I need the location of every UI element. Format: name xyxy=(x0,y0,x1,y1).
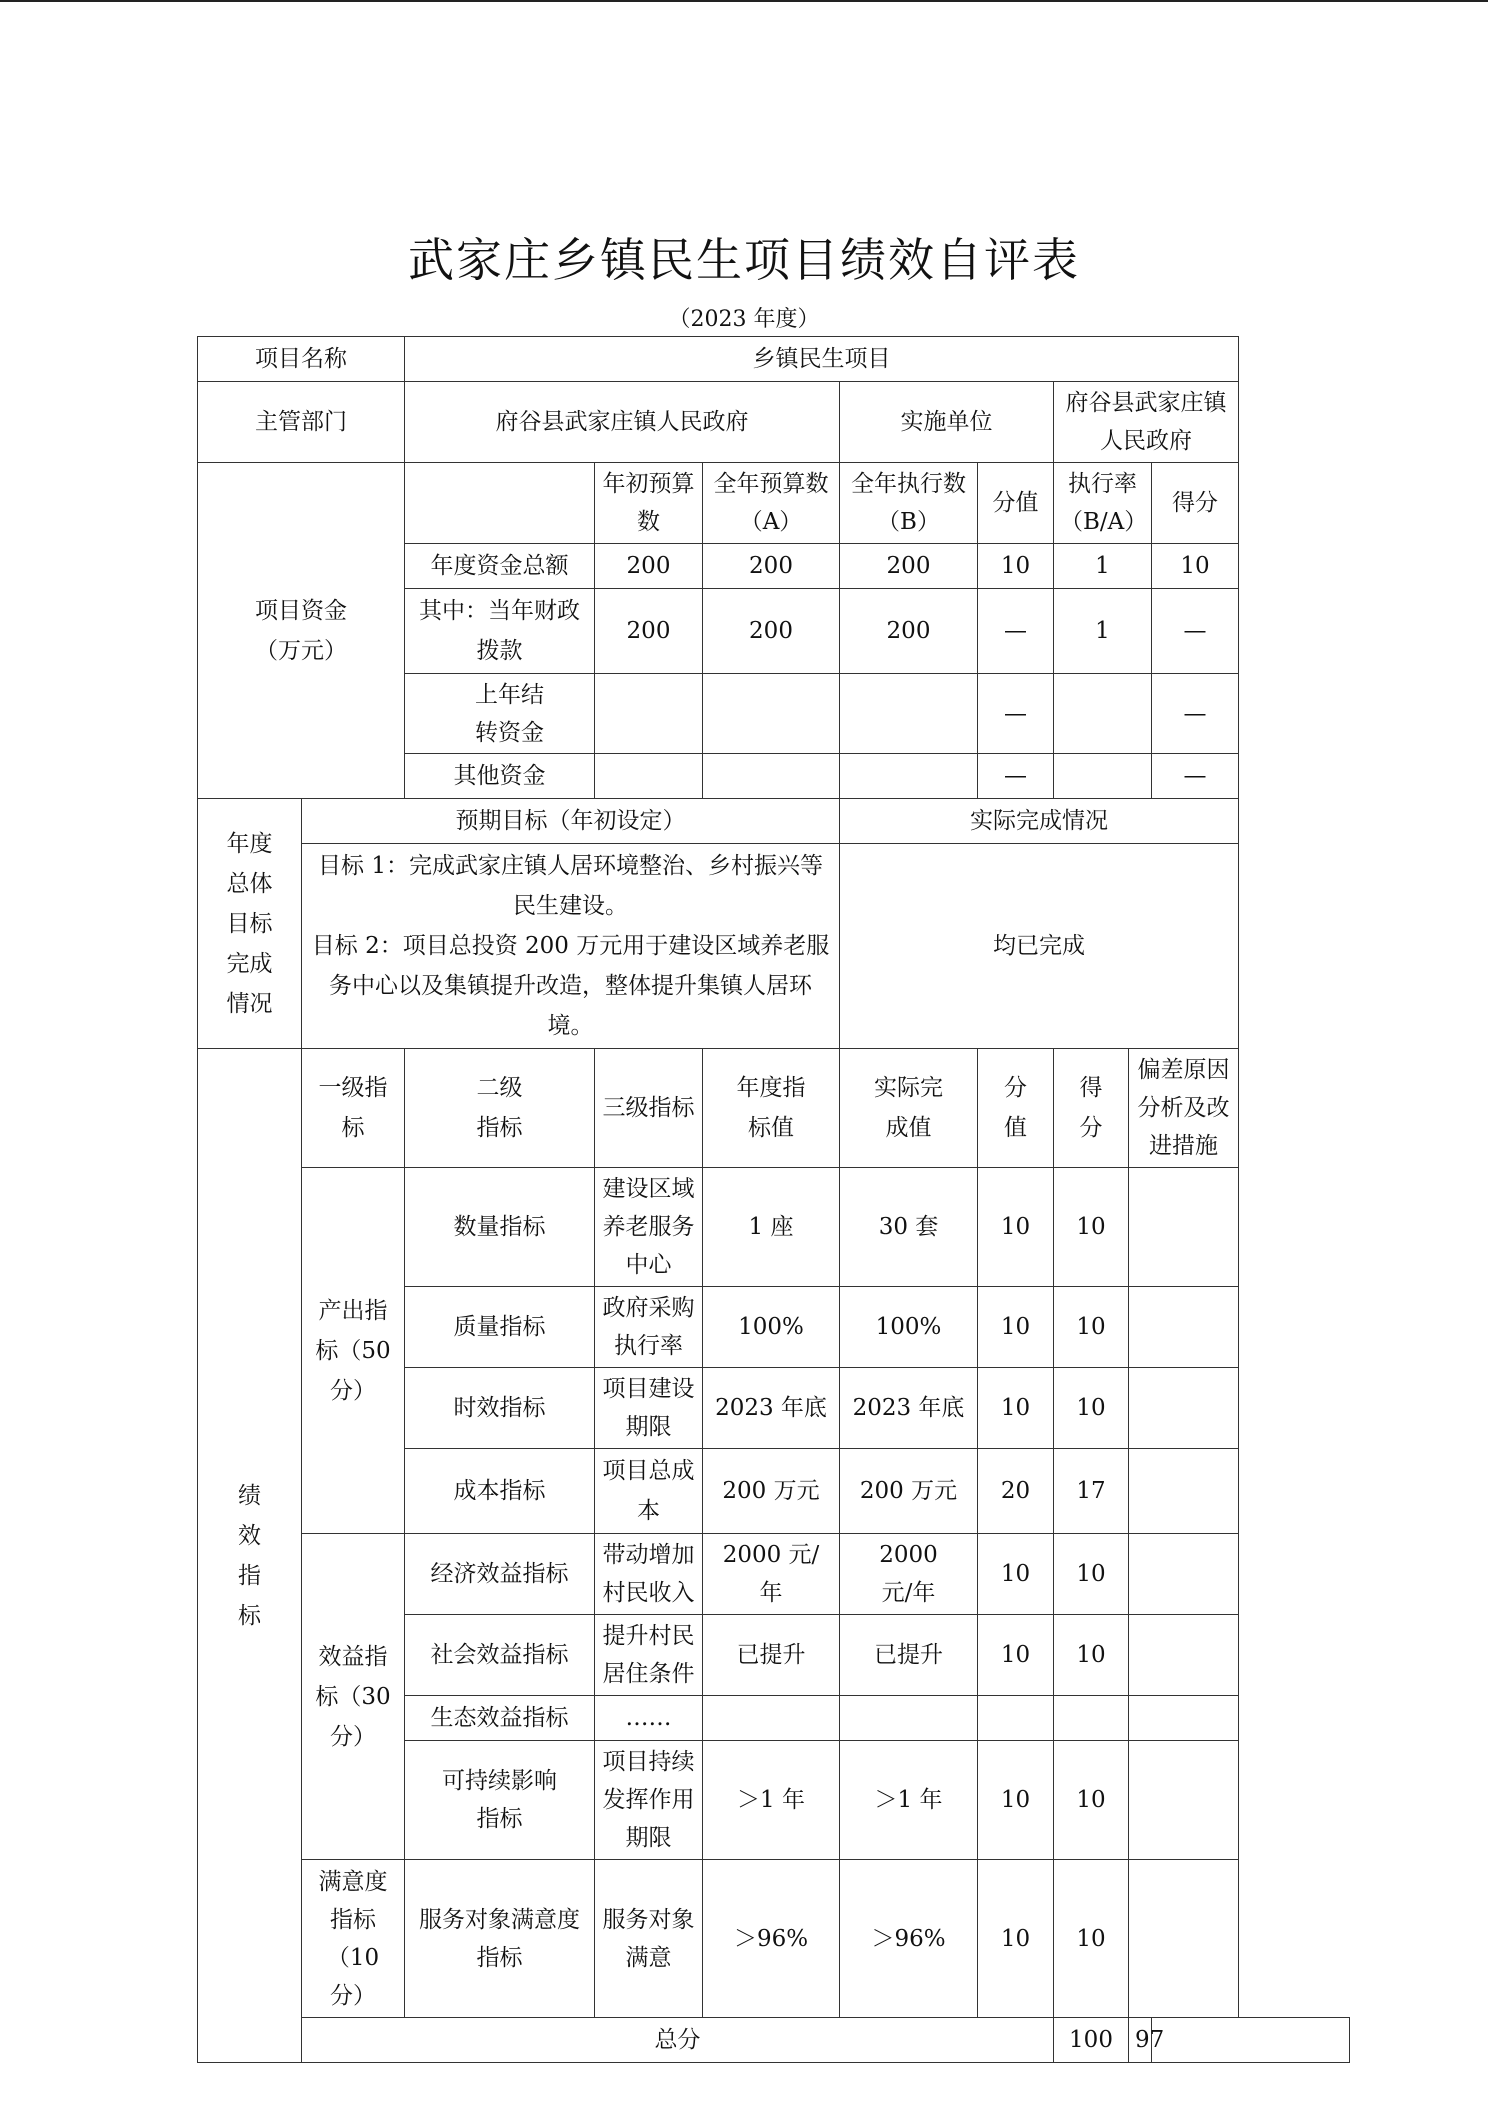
indicator-actual: 2000 元/年 xyxy=(840,1534,978,1615)
goal-2-line-3: 境。 xyxy=(547,1013,594,1039)
indicator-deviation xyxy=(1129,1168,1239,1287)
header-target: 年度指标值 xyxy=(703,1049,840,1168)
indicator-score-value: 10 xyxy=(978,1860,1054,2018)
indicator-level2: 成本指标 xyxy=(405,1449,595,1534)
evaluation-table xyxy=(197,336,1350,2063)
funds-row-initial: 200 xyxy=(595,544,703,589)
goals-actual: 均已完成 xyxy=(840,844,1239,1049)
dept-label: 主管部门 xyxy=(198,382,405,463)
indicator-score: 10 xyxy=(1054,1287,1129,1368)
indicator-level2: 可持续影响指标 xyxy=(405,1741,595,1860)
unit-value: 府谷县武家庄镇人民政府 xyxy=(1054,382,1239,463)
indicator-score: 17 xyxy=(1054,1449,1129,1534)
dept-value: 府谷县武家庄镇人民政府 xyxy=(405,382,840,463)
funds-row-executed: 200 xyxy=(840,589,978,674)
indicator-score: 10 xyxy=(1054,1168,1129,1287)
funds-row-score-value: — xyxy=(978,589,1054,674)
indicator-actual: ＞96% xyxy=(840,1860,978,2018)
indicator-actual xyxy=(840,1696,978,1741)
indicator-score-value: 10 xyxy=(978,1534,1054,1615)
funds-row-executed xyxy=(840,754,978,799)
funds-row-rate xyxy=(1054,754,1152,799)
funds-row-initial: 200 xyxy=(595,589,703,674)
indicator-target: ＞1 年 xyxy=(703,1741,840,1860)
indicator-score-value xyxy=(978,1696,1054,1741)
indicator-deviation xyxy=(1129,1449,1239,1534)
indicator-deviation xyxy=(1129,1615,1239,1696)
indicator-actual: 200 万元 xyxy=(840,1449,978,1534)
goal-2-line-2: 务中心以及集镇提升改造，整体提升集镇人居环 xyxy=(329,973,812,999)
indicator-target: 已提升 xyxy=(703,1615,840,1696)
funds-row-name: 上年结转资金 xyxy=(405,674,595,754)
group-satisfaction: 满意度指标（10分） xyxy=(302,1860,405,2018)
indicators-label: 绩效指标 xyxy=(198,1049,302,2063)
funds-row-annual xyxy=(703,674,840,754)
goals-actual-header: 实际完成情况 xyxy=(840,799,1239,844)
funds-row-name: 其中：当年财政拨款 xyxy=(405,589,595,674)
header-level3: 三级指标 xyxy=(595,1049,703,1168)
goals-expected xyxy=(302,844,840,1049)
total-score: 97 xyxy=(1129,2018,1152,2063)
header-actual: 实际完成值 xyxy=(840,1049,978,1168)
funds-row-annual xyxy=(703,754,840,799)
indicator-level2: 服务对象满意度指标 xyxy=(405,1860,595,2018)
indicator-score-value: 10 xyxy=(978,1287,1054,1368)
funds-row-rate: 1 xyxy=(1054,589,1152,674)
goals-expected-header: 预期目标（年初设定） xyxy=(302,799,840,844)
indicator-deviation xyxy=(1129,1696,1239,1741)
funds-row-score-value: 10 xyxy=(978,544,1054,589)
funds-row-annual: 200 xyxy=(703,589,840,674)
indicator-level2: 时效指标 xyxy=(405,1368,595,1449)
header-deviation: 偏差原因分析及改进措施 xyxy=(1129,1049,1239,1168)
funds-header-annual: 全年预算数（A） xyxy=(703,463,840,544)
goals-label: 年度总体目标完成情况 xyxy=(198,799,302,1049)
indicator-score: 10 xyxy=(1054,1860,1129,2018)
funds-row-executed: 200 xyxy=(840,544,978,589)
group-output: 产出指标（50分） xyxy=(302,1168,405,1534)
indicator-target xyxy=(703,1696,840,1741)
goal-1-line-2: 民生建设。 xyxy=(513,893,628,919)
indicator-actual: 2023 年底 xyxy=(840,1368,978,1449)
indicator-level3: 政府采购执行率 xyxy=(595,1287,703,1368)
funds-row-initial xyxy=(595,674,703,754)
indicator-level3: 带动增加村民收入 xyxy=(595,1534,703,1615)
indicator-score: 10 xyxy=(1054,1741,1129,1860)
funds-row-rate xyxy=(1054,674,1152,754)
indicator-row xyxy=(198,1534,1350,1615)
indicator-level3: 建设区域养老服务中心 xyxy=(595,1168,703,1287)
funds-row-score: — xyxy=(1152,754,1239,799)
indicator-level2: 数量指标 xyxy=(405,1168,595,1287)
project-name-row xyxy=(198,337,1350,382)
indicator-target: 1 座 xyxy=(703,1168,840,1287)
indicator-actual: 100% xyxy=(840,1287,978,1368)
indicator-actual: ＞1 年 xyxy=(840,1741,978,1860)
funds-row-score: 10 xyxy=(1152,544,1239,589)
indicator-target: 2023 年底 xyxy=(703,1368,840,1449)
indicator-level2: 质量指标 xyxy=(405,1287,595,1368)
indicator-deviation xyxy=(1129,1860,1239,2018)
indicator-score-value: 10 xyxy=(978,1741,1054,1860)
funds-row-initial xyxy=(595,754,703,799)
goals-row xyxy=(198,844,1350,1049)
funds-header-score: 得分 xyxy=(1152,463,1239,544)
funds-row-score: — xyxy=(1152,674,1239,754)
indicators-header-row xyxy=(198,1049,1350,1168)
goal-1-line-1: 目标 1：完成武家庄镇人居环境整治、乡村振兴等 xyxy=(318,853,823,879)
funds-header-executed: 全年执行数（B） xyxy=(840,463,978,544)
indicator-score-value: 10 xyxy=(978,1168,1054,1287)
group-benefit: 效益指标（30分） xyxy=(302,1534,405,1860)
indicator-target: 200 万元 xyxy=(703,1449,840,1534)
funds-header-initial: 年初预算数 xyxy=(595,463,703,544)
indicator-level3: 项目持续发挥作用期限 xyxy=(595,1741,703,1860)
header-level1: 一级指标 xyxy=(302,1049,405,1168)
funds-row-executed xyxy=(840,674,978,754)
indicator-score: 10 xyxy=(1054,1534,1129,1615)
total-score-value: 100 xyxy=(1054,2018,1129,2063)
indicator-deviation xyxy=(1129,1534,1239,1615)
indicator-target: ＞96% xyxy=(703,1860,840,2018)
total-row xyxy=(198,2018,1350,2063)
indicator-actual: 已提升 xyxy=(840,1615,978,1696)
header-score-value: 分值 xyxy=(978,1049,1054,1168)
funds-header-row xyxy=(198,463,1350,544)
goals-header-row xyxy=(198,799,1350,844)
indicator-score xyxy=(1054,1696,1129,1741)
funds-row-score-value: — xyxy=(978,754,1054,799)
funds-row-score-value: — xyxy=(978,674,1054,754)
total-deviation xyxy=(1152,2018,1350,2063)
indicator-score: 10 xyxy=(1054,1368,1129,1449)
report-year: （2023 年度） xyxy=(668,307,820,332)
header-level2: 二级指标 xyxy=(405,1049,595,1168)
header-score: 得分 xyxy=(1054,1049,1129,1168)
project-name-label: 项目名称 xyxy=(198,337,405,382)
indicator-level3: …… xyxy=(595,1696,703,1741)
department-row xyxy=(198,382,1350,463)
indicator-target: 2000 元/年 xyxy=(703,1534,840,1615)
indicator-row xyxy=(198,1860,1350,2018)
indicator-level2: 生态效益指标 xyxy=(405,1696,595,1741)
indicator-deviation xyxy=(1129,1741,1239,1860)
indicator-deviation xyxy=(1129,1368,1239,1449)
goal-2-line-1: 目标 2：项目总投资 200 万元用于建设区域养老服 xyxy=(311,933,830,959)
funds-row-annual: 200 xyxy=(703,544,840,589)
indicator-deviation xyxy=(1129,1287,1239,1368)
funds-row-score: — xyxy=(1152,589,1239,674)
funds-row-name: 其他资金 xyxy=(405,754,595,799)
funds-header-blank xyxy=(405,463,595,544)
funds-label: 项目资金（万元） xyxy=(198,463,405,799)
total-label: 总分 xyxy=(302,2018,1054,2063)
indicator-row xyxy=(198,1168,1350,1287)
project-name-value: 乡镇民生项目 xyxy=(405,337,1239,382)
funds-header-score-value: 分值 xyxy=(978,463,1054,544)
page-title: 武家庄乡镇民生项目绩效自评表 xyxy=(408,233,1080,287)
indicator-target: 100% xyxy=(703,1287,840,1368)
indicator-level3: 项目建设期限 xyxy=(595,1368,703,1449)
indicator-actual: 30 套 xyxy=(840,1168,978,1287)
indicator-score-value: 10 xyxy=(978,1368,1054,1449)
funds-row-rate: 1 xyxy=(1054,544,1152,589)
indicator-level3: 提升村民居住条件 xyxy=(595,1615,703,1696)
indicator-score-value: 20 xyxy=(978,1449,1054,1534)
indicator-level3: 项目总成本 xyxy=(595,1449,703,1534)
funds-header-rate: 执行率（B/A） xyxy=(1054,463,1152,544)
indicator-score-value: 10 xyxy=(978,1615,1054,1696)
indicator-level2: 经济效益指标 xyxy=(405,1534,595,1615)
indicator-level3: 服务对象满意 xyxy=(595,1860,703,2018)
indicator-level2: 社会效益指标 xyxy=(405,1615,595,1696)
funds-row-name: 年度资金总额 xyxy=(405,544,595,589)
indicator-score: 10 xyxy=(1054,1615,1129,1696)
unit-label: 实施单位 xyxy=(840,382,1054,463)
